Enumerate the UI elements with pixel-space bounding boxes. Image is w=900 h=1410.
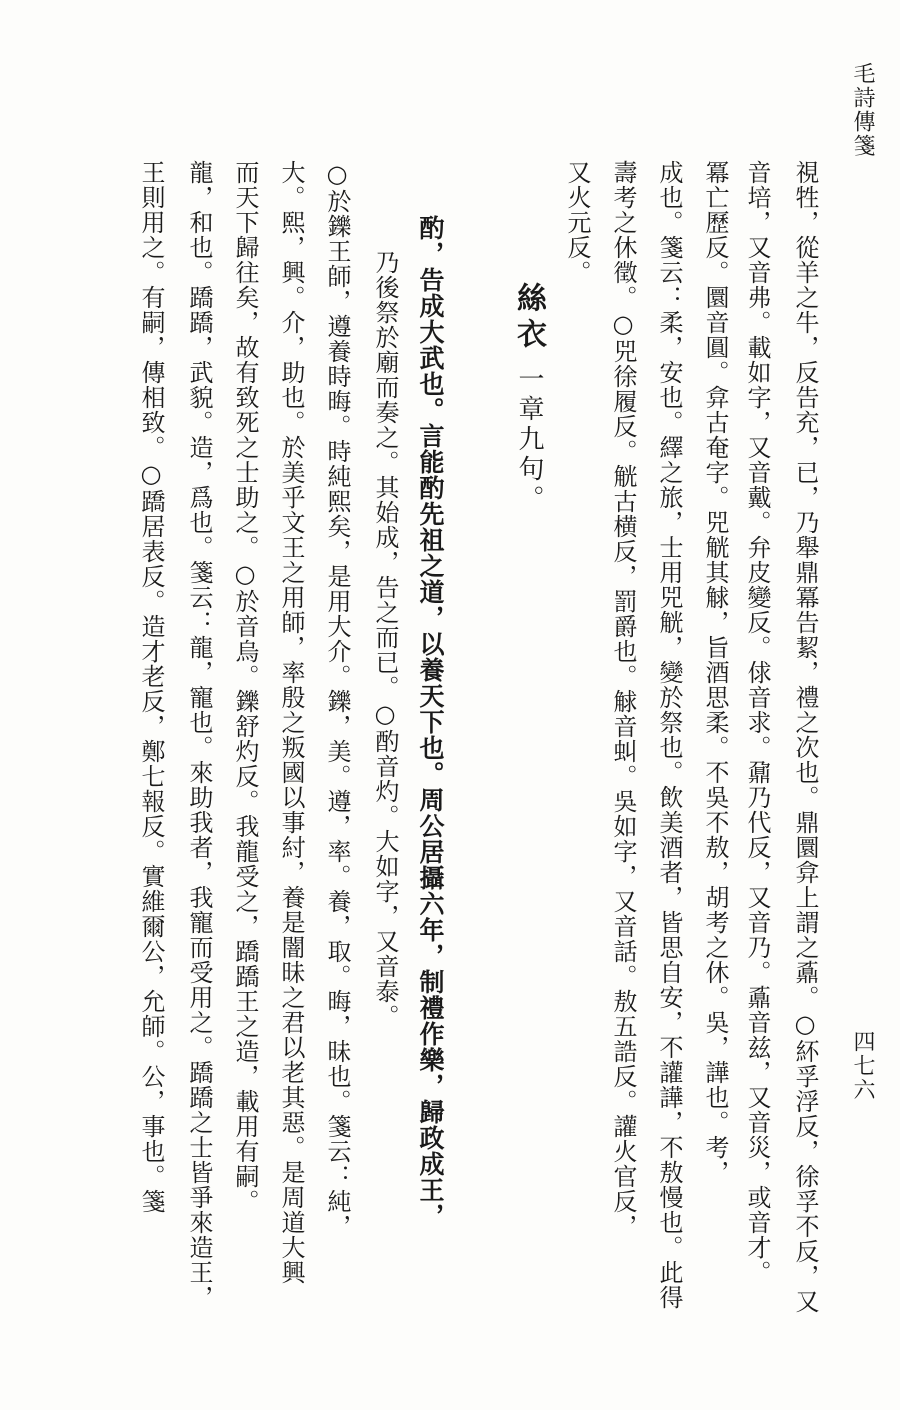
section-subtitle: 一章九句。	[514, 365, 544, 515]
text-column: 龍，和也。蹻蹻，武貌。造，爲也。箋云：龍，寵也。來助我者，我寵而受用之。蹻蹻之士皆爭來造王，	[185, 160, 213, 1310]
text-column: 而天下歸往矣，故有致死之士助之。○於音烏。鑠舒灼反。我龍受之，蹻蹻王之造，載用有嗣。	[231, 160, 259, 1214]
text-column: 酌，告成大武也。言能酌先祖之道，以養天下也。周公居攝六年，制禮作樂，歸政成王，	[416, 215, 445, 1229]
text-column: 乃後祭於廟而奏之。其始成，告之而已。○酌音灼。大如字，又音泰。	[371, 250, 399, 1029]
text-column: 視牲，從羊之牛，反告充，已，乃舉鼎冪告絜，禮之次也。鼎圜弇上謂之鼒。○紑孚浮反，徐孚不反，又	[791, 160, 819, 1314]
text-column: 大。熙，興。介，助也。於美乎文王之用師，率殷之叛國以事紂，養是闇昧之君以老其惡。是周道大興	[277, 160, 305, 1285]
page-header-title: 毛詩傳箋	[850, 62, 875, 158]
text-column: ○於鑠王師，遵養時晦。時純熙矣，是用大介。鑠，美。遵，率。養，取。晦，昧也。箋云：純，	[323, 160, 351, 1239]
text-column: 成也。箋云：柔，安也。繹之旅，士用兕觥，變於祭也。飲美酒者，皆思自安，不讙譁，不敖慢也。此得	[655, 160, 683, 1310]
text-column: 王則用之。有嗣，傳相致。○蹻居表反。造才老反，鄭七報反。實維爾公，允師。公，事也。箋	[137, 160, 165, 1214]
page-number: 四七六	[850, 1030, 875, 1102]
text-column: 壽考之休徵。○兕徐履反。觥古横反，罰爵也。觩音虯。吳如字，又音話。敖五誥反。讙火官反，	[609, 160, 637, 1239]
text-column: 冪亡歷反。圜音圓。弇古奄字。兕觥其觩，旨酒思柔。不吳不敖，胡考之休。吳，譁也。考，	[701, 160, 729, 1185]
text-column: 音培，又音弗。載如字，又音戴。弁皮變反。俅音求。鼐乃代反，又音乃。鼒音兹，又音災，或音才。	[743, 160, 771, 1285]
section-title: 絲衣	[511, 282, 546, 354]
text-column: 又火元反。	[563, 160, 591, 285]
